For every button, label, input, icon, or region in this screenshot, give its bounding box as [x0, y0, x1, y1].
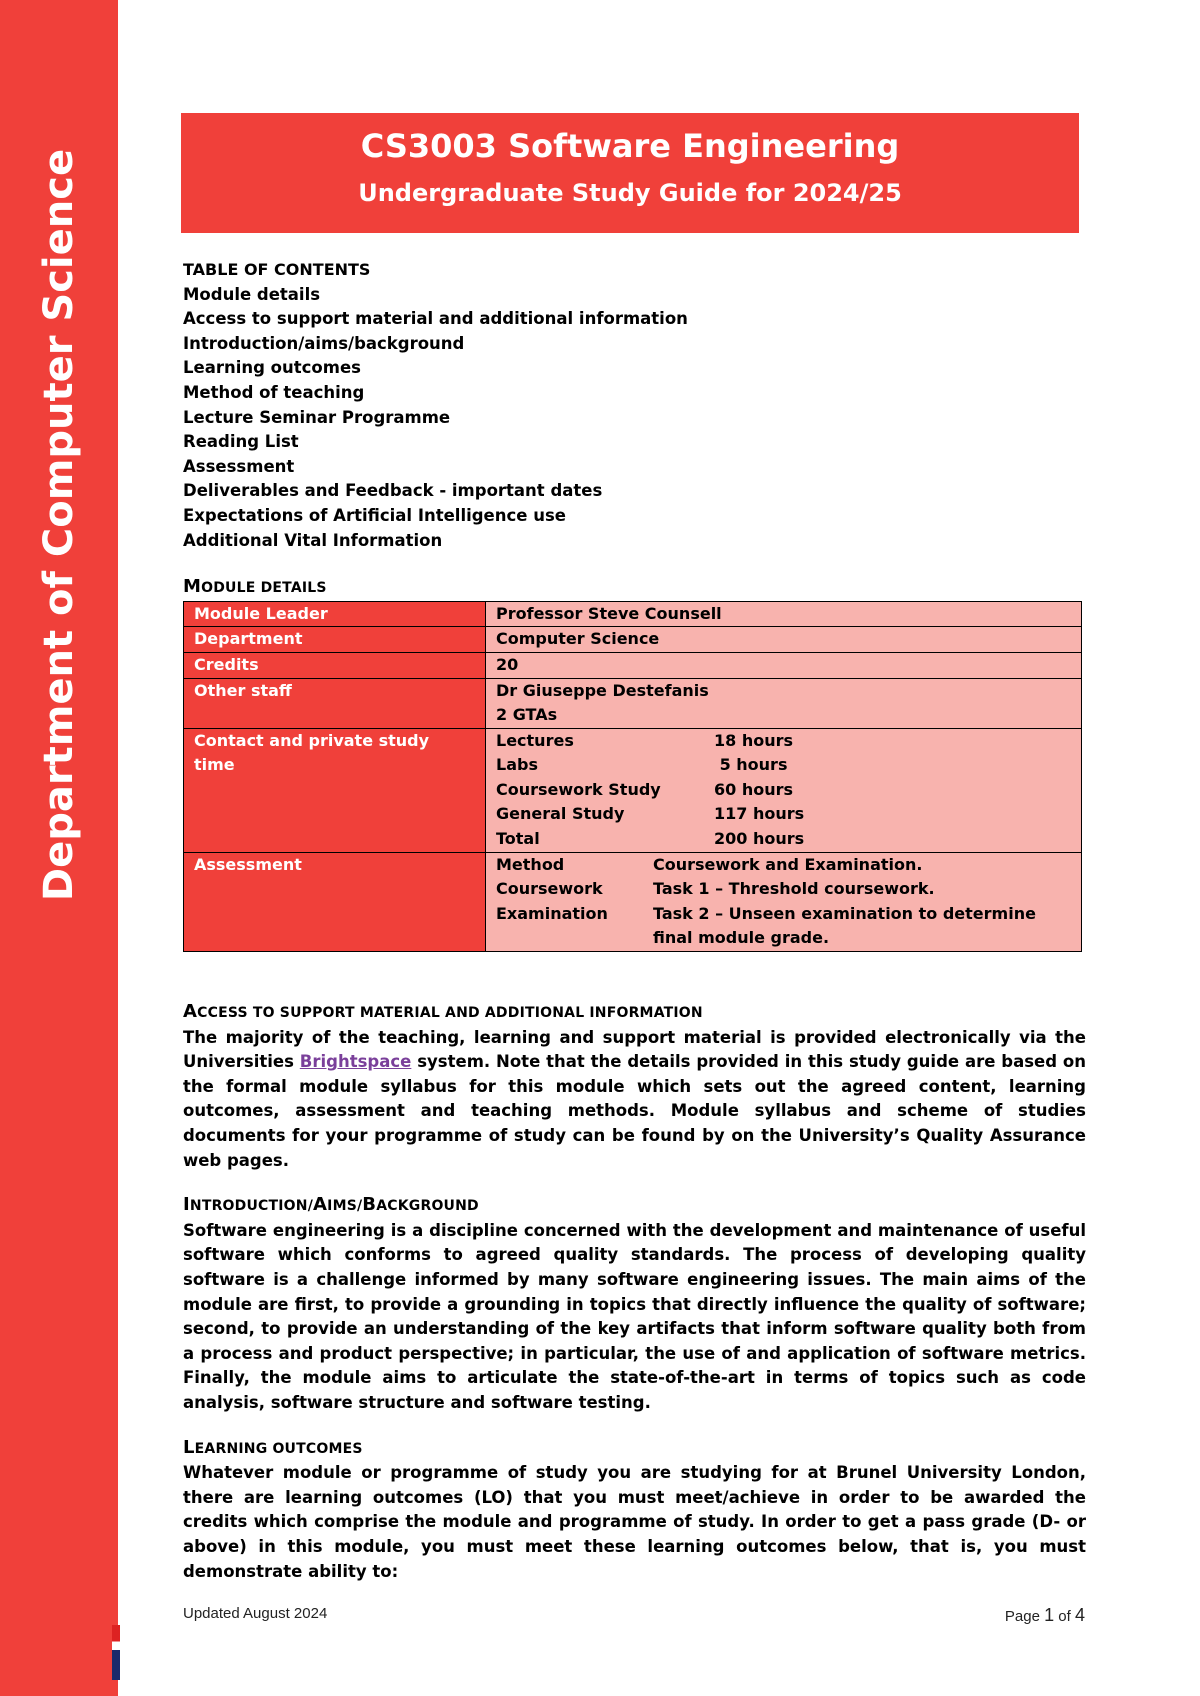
- module-details-table: [183, 601, 1082, 952]
- department-value: Computer Science: [486, 627, 1082, 653]
- leader-label: Module Leader: [184, 601, 486, 627]
- assessment-row: Coursework Task 1 – Threshold coursework.: [496, 879, 935, 899]
- table-of-contents: [183, 258, 1086, 553]
- toc-item: Reading List: [183, 432, 299, 452]
- toc-item: Deliverables and Feedback - important dates: [183, 481, 603, 501]
- study-row: Lectures 18 hours: [496, 730, 794, 750]
- department-label-cell: Department: [184, 627, 486, 653]
- table-row: [184, 627, 1082, 653]
- document-body: [183, 258, 1086, 1584]
- staff-value: [486, 678, 1082, 728]
- study-time-value: [486, 728, 1082, 852]
- toc-item: Lecture Seminar Programme: [183, 407, 451, 427]
- study-row: Labs 5 hours: [496, 755, 788, 775]
- footer-updated: Updated August 2024: [183, 1605, 328, 1622]
- sidebar-band: [0, 0, 118, 1696]
- outcomes-paragraph: Whatever module or programme of study you are studying for at Brunel University London, there are learning outcomes (LO) that you must meet/achieve in order to be awarded the credits which comprise the module and programme of study. In order to get a pass grade (D- or above) in this module, you must meet these learning outcomes below, that is, you must demonstrate ability to:: [183, 1463, 1086, 1581]
- toc-item: Method of teaching: [183, 382, 365, 402]
- department-label: Department of Computer Science: [36, 148, 82, 902]
- table-row: [184, 678, 1082, 728]
- module-details-heading: MODULE DETAILS: [183, 576, 327, 598]
- toc-item: Introduction/aims/background: [183, 333, 465, 353]
- flag-logo: [112, 1625, 120, 1680]
- brightspace-link[interactable]: Brightspace: [299, 1052, 412, 1072]
- intro-paragraph: Software engineering is a discipline concerned with the development and maintenance of useful software which conforms to agreed quality standards. The process of developing quality software is a challenge informed by many software engineering issues. The main aims of the module are first, to provide a grounding in topics that directly influence the quality of software; second, to provide an understanding of the key artifacts that inform software quality both from a process and product perspective; in particular, the use of and application of software metrics. Finally, the module aims to articulate the state-of-the-art in terms of topics such as code analysis, software structure and software testing.: [183, 1220, 1086, 1412]
- table-row: [184, 652, 1082, 678]
- toc-item: Learning outcomes: [183, 358, 361, 378]
- toc-item: Expectations of Artificial Intelligence use: [183, 505, 566, 525]
- footer-page-number: Page 1 of 4: [1004, 1605, 1085, 1625]
- page-title: CS3003 Software Engineering: [360, 127, 900, 165]
- staff-member: Dr Giuseppe Destefanis: [496, 680, 709, 700]
- assessment-label: Assessment: [184, 852, 486, 951]
- staff-label: Other staff: [184, 678, 486, 728]
- access-paragraph: The majority of the teaching, learning and support material is provided electronically via the Universities Brightspace system. Note that the details provided in this study guide are based on the formal module syllabus for this module which sets out the agreed content, learning outcomes, assessment and teaching methods. Module syllabus and scheme of studies documents for your programme of study can be found by on the University’s Quality Assurance web pages.: [183, 1027, 1086, 1170]
- study-row: Coursework Study 60 hours: [496, 779, 794, 799]
- access-heading: ACCESS TO SUPPORT MATERIAL AND ADDITIONAL INFORMATION: [183, 1001, 703, 1023]
- assessment-row: Method Coursework and Examination.: [496, 854, 923, 874]
- credits-value: 20: [486, 652, 1082, 678]
- page-subtitle: Undergraduate Study Guide for 2024/25: [358, 179, 902, 207]
- toc-heading: TABLE OF CONTENTS: [183, 260, 371, 279]
- leader-value: Professor Steve Counsell: [486, 601, 1082, 627]
- assessment-value: [486, 852, 1082, 951]
- toc-item: Access to support material and additional information: [183, 309, 688, 329]
- table-row: [184, 852, 1082, 951]
- toc-item: Additional Vital Information: [183, 530, 443, 550]
- study-row: General Study 117 hours: [496, 804, 805, 824]
- outcomes-heading: LEARNING OUTCOMES: [183, 1436, 363, 1458]
- toc-item: Assessment: [183, 456, 295, 476]
- study-time-label: Contact and private study time: [184, 728, 486, 852]
- credits-label: Credits: [184, 652, 486, 678]
- title-banner: [181, 113, 1079, 233]
- assessment-row: Examination Task 2 – Unseen examination to determine final module grade.: [496, 903, 1036, 948]
- toc-item: Module details: [183, 284, 321, 304]
- table-row: [184, 601, 1082, 627]
- table-row: [184, 728, 1082, 852]
- study-row: Total 200 hours: [496, 829, 805, 849]
- staff-member: 2 GTAs: [496, 705, 558, 725]
- intro-heading: INTRODUCTION/AIMS/BACKGROUND: [183, 1194, 479, 1216]
